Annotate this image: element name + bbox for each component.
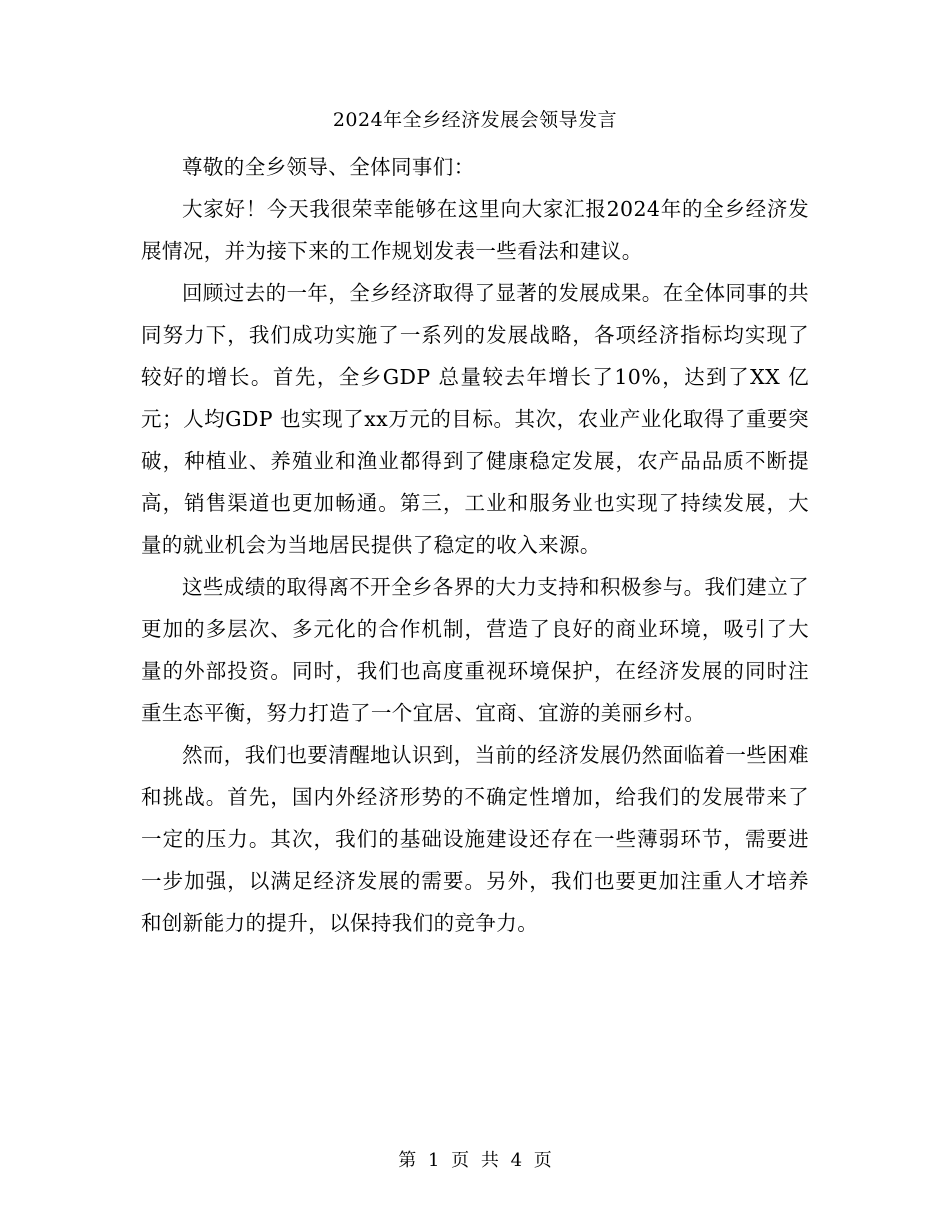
paragraph-challenges: 然而，我们也要清醒地认识到，当前的经济发展仍然面临着一些困难和挑战。首先，国内外经济形势的不确定性增加，给我们的发展带来了一定的压力。其次，我们的基础设施建设还存在一些薄弱环节，需要进一步加强，以满足经济发展的需要。另外，我们也要更加注重人才培养和创新能力的提升，以保持我们的竞争力。 [141,743,809,935]
paragraph-greeting: 尊敬的全乡领导、全体同事们： [182,155,475,179]
document-title: 2024年全乡经济发展会领导发言 [332,109,618,131]
paragraph-achievements: 这些成绩的取得离不开全乡各界的大力支持和积极参与。我们建立了更加的多层次、多元化的合作机制，营造了良好的商业环境，吸引了大量的外部投资。同时，我们也高度重视环境保护，在经济发展的同时注重生态平衡，努力打造了一个宜居、宜商、宜游的美丽乡村。 [141,575,809,725]
page-number-footer: 第 1 页 共 4 页 [398,1150,552,1171]
paragraph-review: 回顾过去的一年，全乡经济取得了显著的发展成果。在全体同事的共同努力下，我们成功实施了一系列的发展战略，各项经济指标均实现了较好的增长。首先，全乡GDP 总量较去年增长了10%，达到了XX 亿元；人均GDP 也实现了xx万元的目标。其次，农业产业化取得了重要突破，种植业、养殖业和渔业都得到了健康稳定发展，农产品品质不断提高，销售渠道也更加畅通。第三，工业和服务业也实现了持续发展，大量的就业机会为当地居民提供了稳定的收入来源。 [141,281,809,557]
document-body [141,146,809,944]
paragraph-intro: 大家好！今天我很荣幸能够在这里向大家汇报2024年的全乡经济发展情况，并为接下来的工作规划发表一些看法和建议。 [141,197,809,263]
